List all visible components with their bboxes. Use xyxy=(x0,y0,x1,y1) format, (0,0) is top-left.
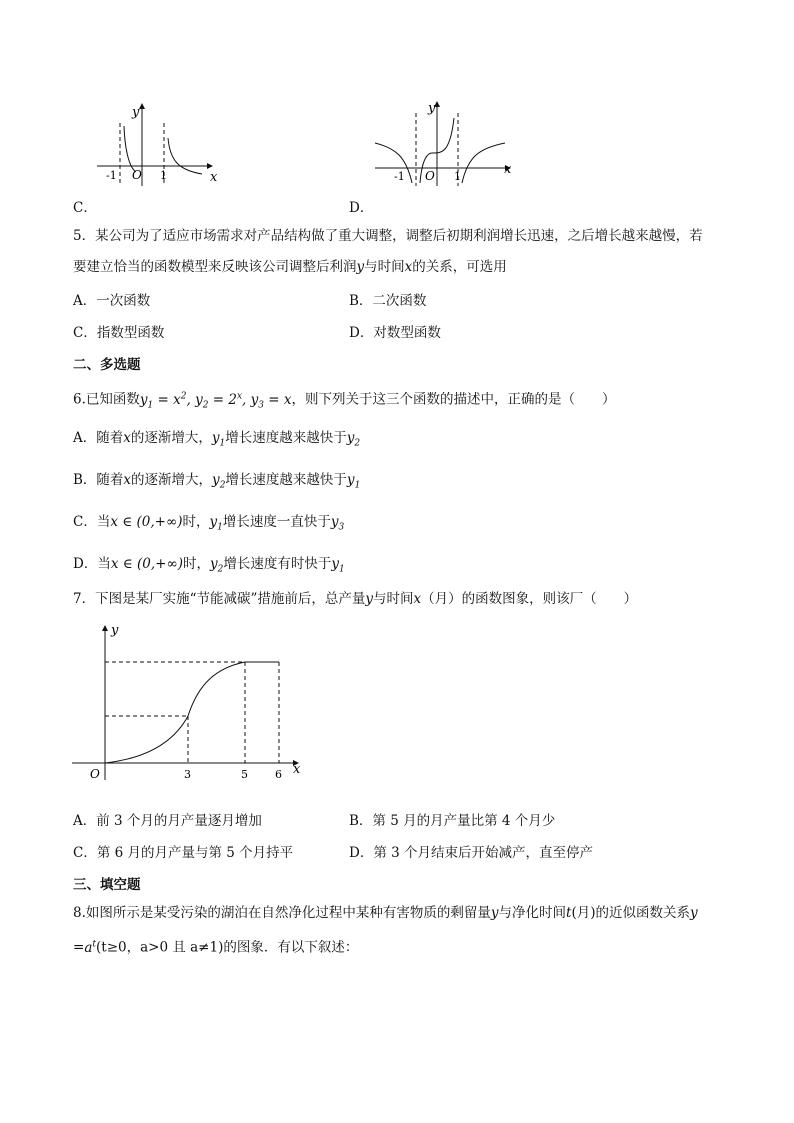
q7-x-label: x xyxy=(293,762,301,777)
q7-production-graph xyxy=(70,620,310,785)
q5-option-a: A．一次函数 xyxy=(73,293,151,309)
graph-c-curve-right xyxy=(168,138,202,174)
q7-option-d: D．第 3 个月结束后开始减产，直至停产 xyxy=(349,845,593,861)
q7-y-label: y xyxy=(111,623,119,638)
q7-option-c: C．第 6 月的月产量与第 5 个月持平 xyxy=(73,845,294,861)
q8-line-2: $=a^t(t\ge 0$，a>0 且 a≠1)的图象．有以下叙述： xyxy=(73,939,359,956)
q7-curve xyxy=(105,662,279,763)
q5-option-b: B．二次函数 xyxy=(349,293,427,309)
q5-option-d: D．对数型函数 xyxy=(349,325,441,341)
graph-d-x-label: x xyxy=(504,162,512,177)
graph-c xyxy=(92,98,222,188)
graph-c-origin: O xyxy=(132,168,142,182)
q7-option-a: A．前 3 个月的月产量逐月增加 xyxy=(73,813,262,829)
q6-option-d: D．当x ∈ (0,+∞)时，$y_2$增长速度有时快于$y_1$ xyxy=(73,556,345,575)
q7-tick-5: 5 xyxy=(241,768,248,781)
graph-d-y-label: y xyxy=(428,101,436,116)
q5-option-c: C．指数型函数 xyxy=(73,325,165,341)
section-fill-blank-title: 三、填空题 xyxy=(73,877,141,893)
graph-c-curve-left xyxy=(124,126,136,172)
q5-line-1: 5．某公司为了适应市场需求对产品结构做了重大调整，调整后初期利润增长迅速，之后增长越来越慢，若 xyxy=(73,228,703,244)
graph-d-tick-pos1: 1 xyxy=(454,170,461,183)
option-c-label: C． xyxy=(73,200,97,216)
q5-line-2: 要建立恰当的函数模型来反映该公司调整后利润y与时间x的关系，可选用 xyxy=(73,259,507,275)
graph-d-origin: O xyxy=(425,169,435,183)
graph-c-x-label: x xyxy=(210,170,218,185)
section-multi-choice-title: 二、多选题 xyxy=(73,357,141,373)
q7-origin: O xyxy=(90,767,100,781)
graph-c-y-label: y xyxy=(132,105,140,120)
q6-stem: 6.已知函数$y_1 = x^2$, $y_2 = 2^x$, $y_3 = x$，则下列关于这三个函数的描述中，正确的是（ ） xyxy=(73,391,616,411)
graph-c-tick-neg1: -1 xyxy=(106,169,117,182)
graph-c-tick-pos1: 1 xyxy=(160,169,167,182)
q6-option-c: C．当x ∈ (0,+∞)时，$y_1$增长速度一直快于$y_3$ xyxy=(73,514,345,533)
q7-option-b: B．第 5 月的月产量比第 4 个月少 xyxy=(349,813,556,829)
q6-option-a: A．随着x的逐渐增大，$y_1$增长速度越来越快于$y_2$ xyxy=(73,430,361,449)
q8-line-1: 8.如图所示是某受污染的湖泊在自然净化过程中某种有害物质的剩留量y与净化时间t(月)的近似函数关系y xyxy=(73,905,698,921)
q7-tick-6: 6 xyxy=(275,768,282,781)
q7-stem: 7．下图是某厂实施“节能减碳”措施前后，总产量y与时间x（月）的函数图象，则该厂（ ） xyxy=(73,591,638,607)
option-d-label: D． xyxy=(349,200,374,216)
graph-d-curve-far-right xyxy=(462,143,505,183)
q7-tick-3: 3 xyxy=(184,768,191,781)
graph-d xyxy=(370,98,520,188)
graph-d-tick-neg1: -1 xyxy=(394,170,405,183)
q6-option-b: B．随着x的逐渐增大，$y_2$增长速度越来越快于$y_1$ xyxy=(73,472,361,491)
